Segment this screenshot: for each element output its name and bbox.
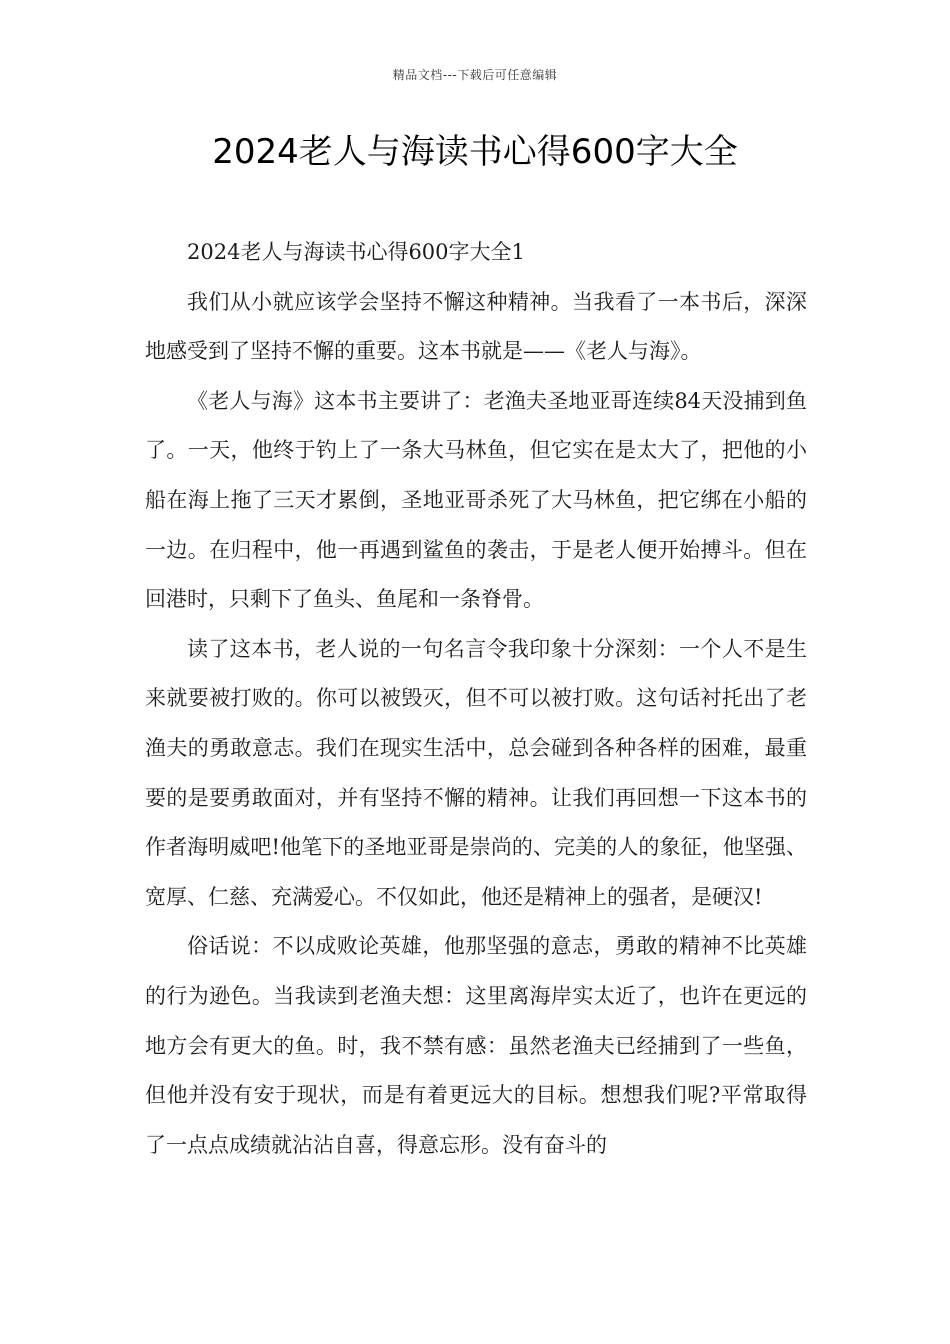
- section-subtitle: 2024老人与海读书心得600字大全1: [187, 240, 525, 264]
- paragraph: 我们从小就应该学会坚持不懈这种精神。当我看了一本书后，深深地感受到了坚持不懈的重要。这本书就是——《老人与海》。: [145, 289, 807, 364]
- document-title: 2024老人与海读书心得600字大全: [212, 132, 738, 172]
- header-note: 精品文档---下载后可任意编辑: [392, 68, 558, 82]
- paragraph: 俗话说：不以成败论英雄，他那坚强的意志，勇敢的精神不比英雄的行为逊色。当我读到老渔夫想：这里离海岸实太近了，也许在更远的地方会有更大的鱼。时，我不禁有感：虽然老渔夫已经捕到了一些鱼，但他并没有安于现状，而是有着更远大的目标。想想我们呢?平常取得了一点点成绩就沾沾自喜，得意忘形。没有奋斗的: [145, 934, 807, 1157]
- paragraph: 《老人与海》这本书主要讲了：老渔夫圣地亚哥连续84天没捕到鱼了。一天，他终于钓上了一条大马林鱼，但它实在是太大了，把他的小船在海上拖了三天才累倒，圣地亚哥杀死了大马林鱼，把它绑在小船的一边。在归程中，他一再遇到鲨鱼的袭击，于是老人便开始搏斗。但在回港时，只剩下了鱼头、鱼尾和一条脊骨。: [145, 388, 807, 612]
- paragraph: 读了这本书，老人说的一句名言令我印象十分深刻：一个人不是生来就要被打败的。你可以被毁灭，但不可以被打败。这句话衬托出了老渔夫的勇敢意志。我们在现实生活中，总会碰到各种各样的困难，最重要的是要勇敢面对，并有坚持不懈的精神。让我们再回想一下这本书的作者海明威吧!他笔下的圣地亚哥是崇尚的、完美的人的象征，他坚强、宽厚、仁慈、充满爱心。不仅如此，他还是精神上的强者，是硬汉!: [145, 636, 807, 909]
- document-body: [145, 228, 807, 1170]
